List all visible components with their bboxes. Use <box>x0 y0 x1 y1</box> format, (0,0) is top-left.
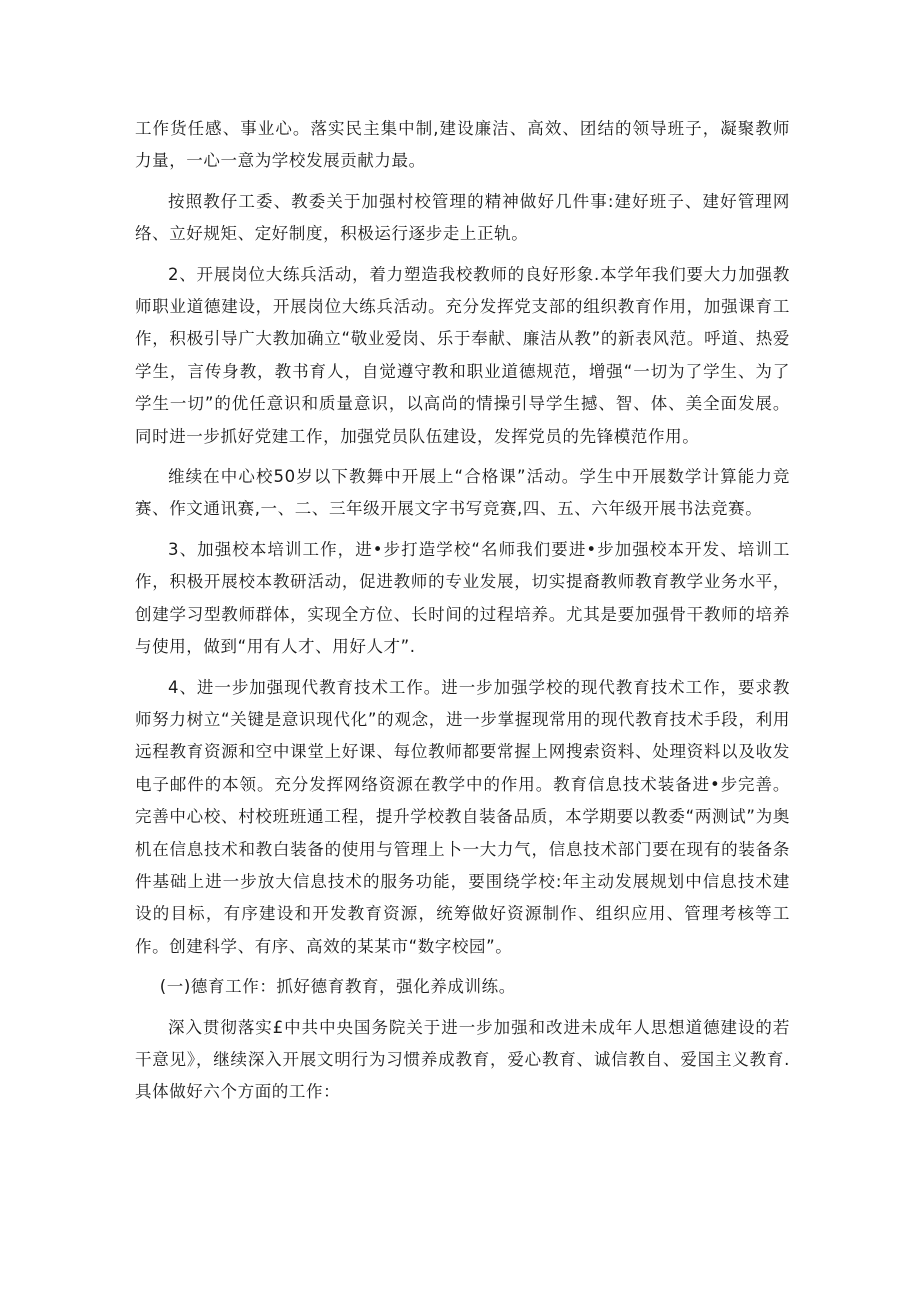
document-body <box>135 113 790 1117</box>
section-heading-moral-education: (一)德育工作：抓好德育教育，强化养成训练。 <box>159 977 516 997</box>
paragraph-moral-education-details: 深入贯彻落实£中共中央国务院关于进一步加强和改进未成年人思想道德建设的若干意见》，继续深入开展文明行为习惯养成教育，爱心教育、诚信教自、爱国主义教育.具体做好六个方面的工作： <box>135 1017 790 1102</box>
paragraph-leadership: 工作货任感、事业心。落实民主集中制,建设廉洁、高效、团结的领导班子，凝聚教师力量，一心一意为学校发展贡献力最。 <box>135 119 790 171</box>
paragraph-village-school-management: 按照教仔工委、教委关于加强村校管理的精神做好几件事:建好班子、建好管理网络、立好规矩、定好制度，积极运行逐步走上正轨。 <box>135 191 790 244</box>
paragraph-school-based-training: 3、加强校本培训工作，进•步打造学校“名师我们要进•步加强校本开发、培训工作，积极开展校本教研活动，促进教师的专业发展，切实提裔教师教育教学业务水平，创建学习型教师群体，实现全方位、长时间的过程培养。尤其是要加强骨干教师的培养与使用，做到“用有人才、用好人才”. <box>135 539 790 657</box>
paragraph-education-technology: 4、进一步加强现代教育技术工作。进一步加强学校的现代教育技术工作，要求教师努力树立“关键是意识现代化”的观念，进一步掌握现常用的现代教育技术手段，利用远程教育资源和空中课堂上好课、每位教师都要常握上网搜索资料、处理资料以及收发电子邮件的本领。充分发挥网络资源在教学中的作用。教育信息技术装备进•步完善。完善中心校、村校班班通工程，提升学校教自装备品质，本学期要以教委“两测试”为奥机在信息技术和教白装备的使用与管理上卜一大力气，信息技术部门要在现有的装备条件基础上进一步放大信息技术的服务功能，要围绕学校:年主动发展规划中信息技术建设的目标，有序建设和开发教育资源，统筹做好资源制作、组织应用、管理考核等工作。创建科学、有序、高效的某某市“数字校园”。 <box>135 677 790 956</box>
paragraph-qualified-lesson-activity: 维续在中心校50岁以下教舞中开展上“合格课”活动。学生中开展数学计算能力竞赛、作文通讯赛,一、二、三年级开展文字书写竞赛,四、五、六年级开展书法竞赛。 <box>135 467 790 519</box>
paragraph-job-training-campaign: 2、开展岗位大练兵活动，着力塑造我校教师的良好形象.本学年我们要大力加强教师职业道德建设，开展岗位大练兵活动。充分发挥党支部的组织教育作用，加强课育工作，积极引导广大教加确立“敬业爱岗、乐于奉献、廉洁从教”的新表风范。呼道、热爱学生，言传身教，教书育人，自觉遵守教和职业道德规范，增强“一切为了学生、为了学生一切”的优任意识和质量意识，以高尚的情操引导学生撼、智、体、美全面发展。同时进一步抓好党建工作，加强党员队伍建设，发挥党员的先锋模范作用。 <box>135 264 790 446</box>
